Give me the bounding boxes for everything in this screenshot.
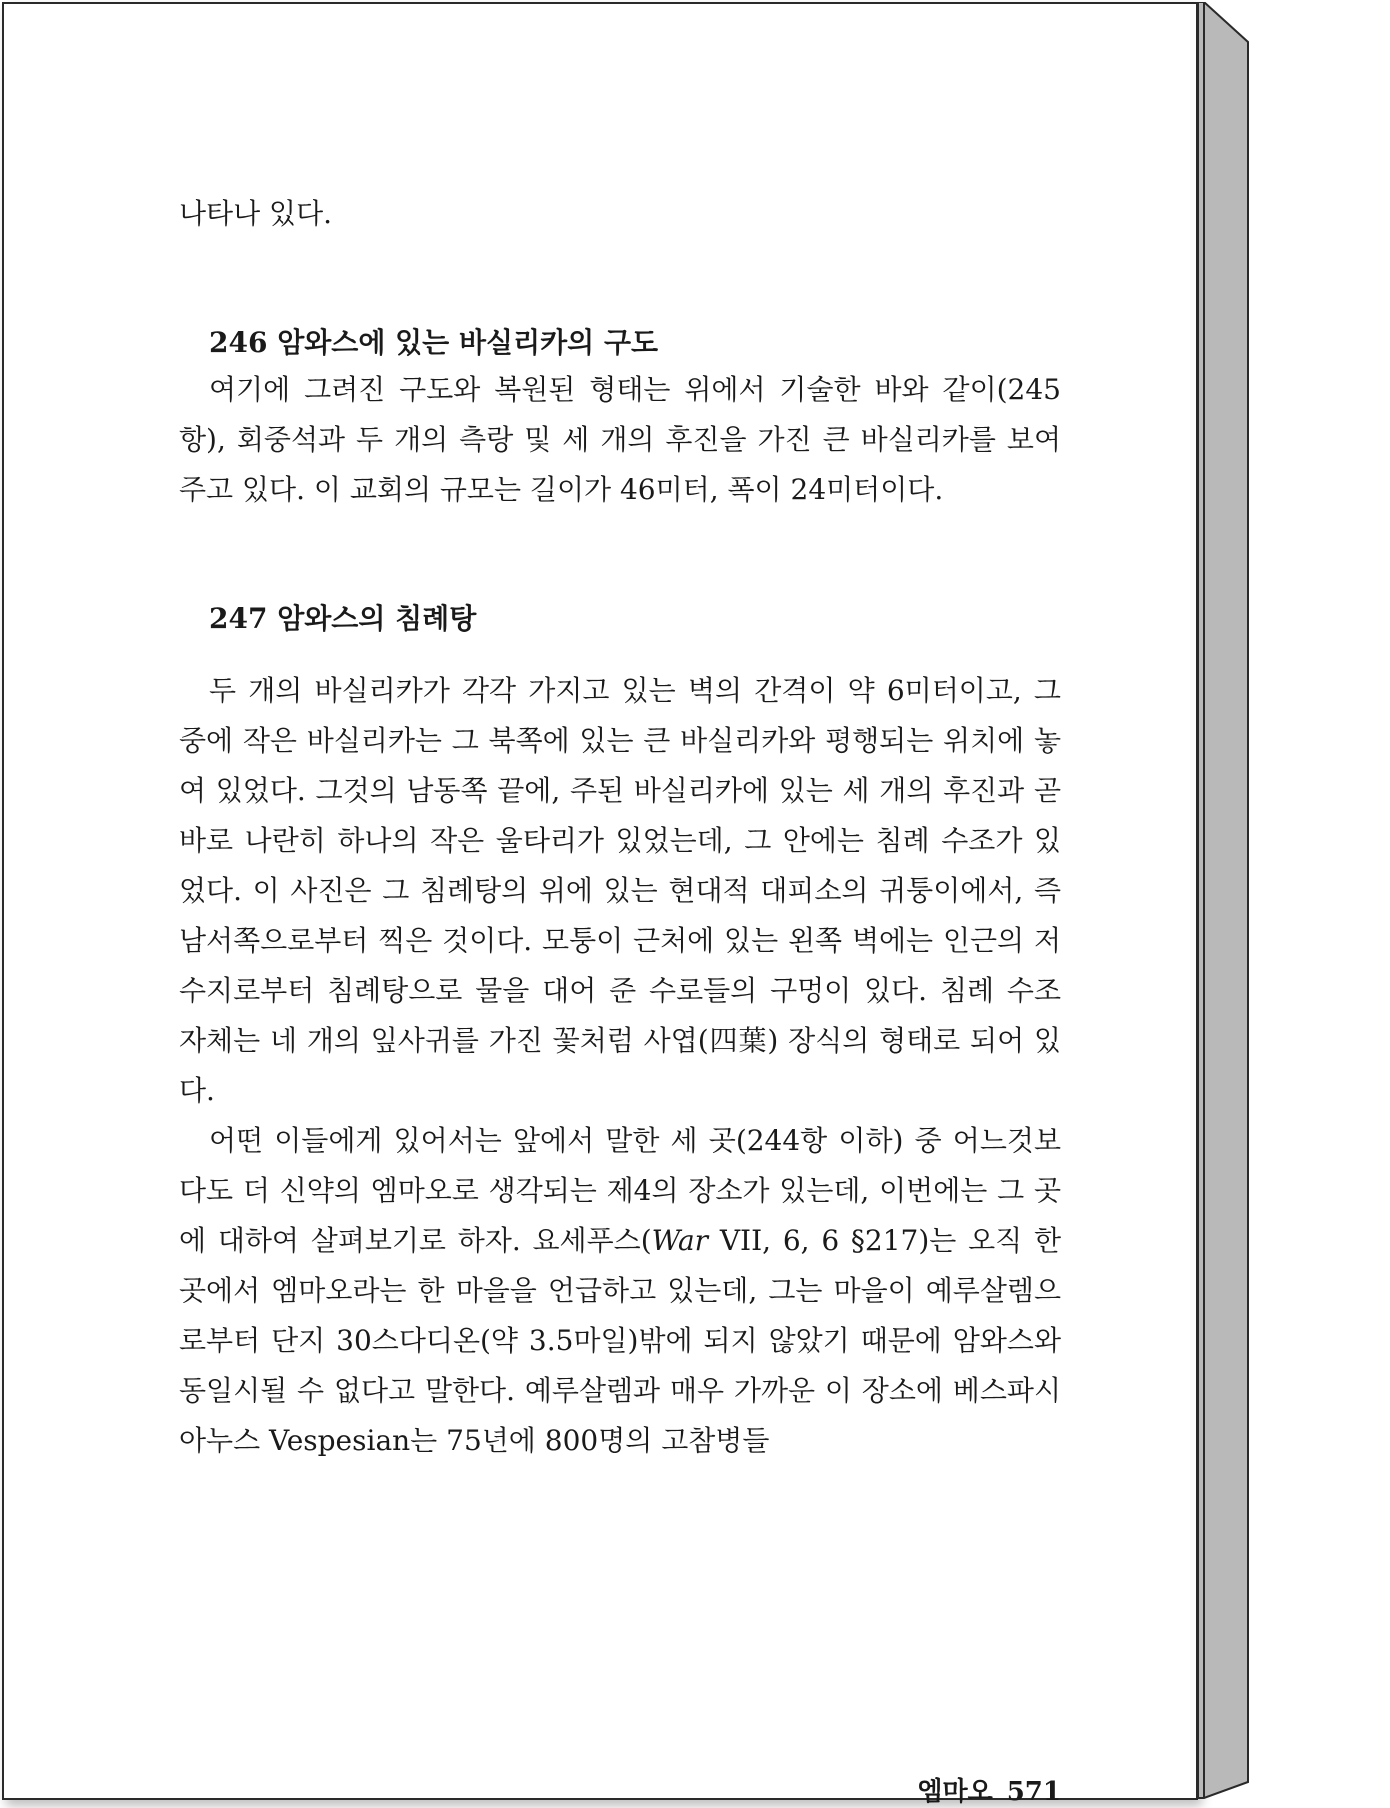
section-247-paragraph: 두 개의 바실리카가 각각 가지고 있는 벽의 간격이 약 6미터이고, 그 중에 작은 바실리카는 그 북쪽에 있는 큰 바실리카와 평행되는 위치에 놓여 있었다. 그것의 남동쪽 끝에, 주된 바실리카에 있는 세 개의 후진과 곧바로 나란히 하나의 작은 울타리가 있었는데, 그 안에는 침례 수조가 있었다. 이 사진은 그 침례탕의 위에 있는 현대적 대피소의 귀퉁이에서, 즉 남서쪽으로부터 찍은 것이다. 모퉁이 근처에 있는 왼쪽 벽에는 인근의 저수지로부터 침례탕으로 물을 대어 준 수로들의 구멍이 있다. 침례 수조 자체는 네 개의 잎사귀를 가진 꽃처럼 사엽(四葉) 장식의 형태로 되어 있다. bbox=[179, 674, 1061, 1107]
book-page bbox=[2, 2, 1198, 1807]
section-246-paragraph: 여기에 그려진 구도와 복원된 형태는 위에서 기술한 바와 같이(245항), 회중석과 두 개의 측랑 및 세 개의 후진을 가진 큰 바실리카를 보여 주고 있다. 이 교회의 규모는 길이가 46미터, 폭이 24미터이다. bbox=[179, 373, 1061, 506]
running-title: 엠마오 bbox=[917, 1777, 993, 1807]
work-title-italic: War bbox=[651, 1224, 709, 1257]
emmaus-text-start: 어떤 이들에게 있어서는 앞에서 말한 세 곳(244항 이하) 중 어느것보다도 더 신약의 엠마오로 생각되는 제4의 장소가 있는데, 이번에는 그 곳에 대하여 살펴보기로 하자. 요세푸스( bbox=[179, 1124, 1061, 1257]
section-heading-247: 247 암와스의 침례탕 bbox=[209, 602, 477, 635]
opening-line: 나타나 있다. bbox=[179, 197, 333, 230]
emmaus-text-end: VII, 6, 6 §217)는 오직 한 곳에서 엠마오라는 한 마을을 언급하고 있는데, 그는 마을이 예루살렘으로부터 단지 30스다디온(약 3.5마일)밖에 되지 않았기 때문에 암와스와 동일시될 수 없다고 말한다. 예루살렘과 매우 가까운 이 장소에 베스파시아누스 Vespesian는 75년에 800명의 고참병들 bbox=[179, 1224, 1061, 1457]
page-number: 571 bbox=[1006, 1777, 1061, 1807]
emmaus-paragraph bbox=[179, 1116, 1061, 1466]
book-page-edge bbox=[1198, 2, 1253, 1800]
page-content bbox=[179, 189, 1061, 1807]
page-footer bbox=[917, 1771, 1061, 1808]
section-heading-246: 246 암와스에 있는 바실리카의 구도 bbox=[209, 326, 659, 359]
